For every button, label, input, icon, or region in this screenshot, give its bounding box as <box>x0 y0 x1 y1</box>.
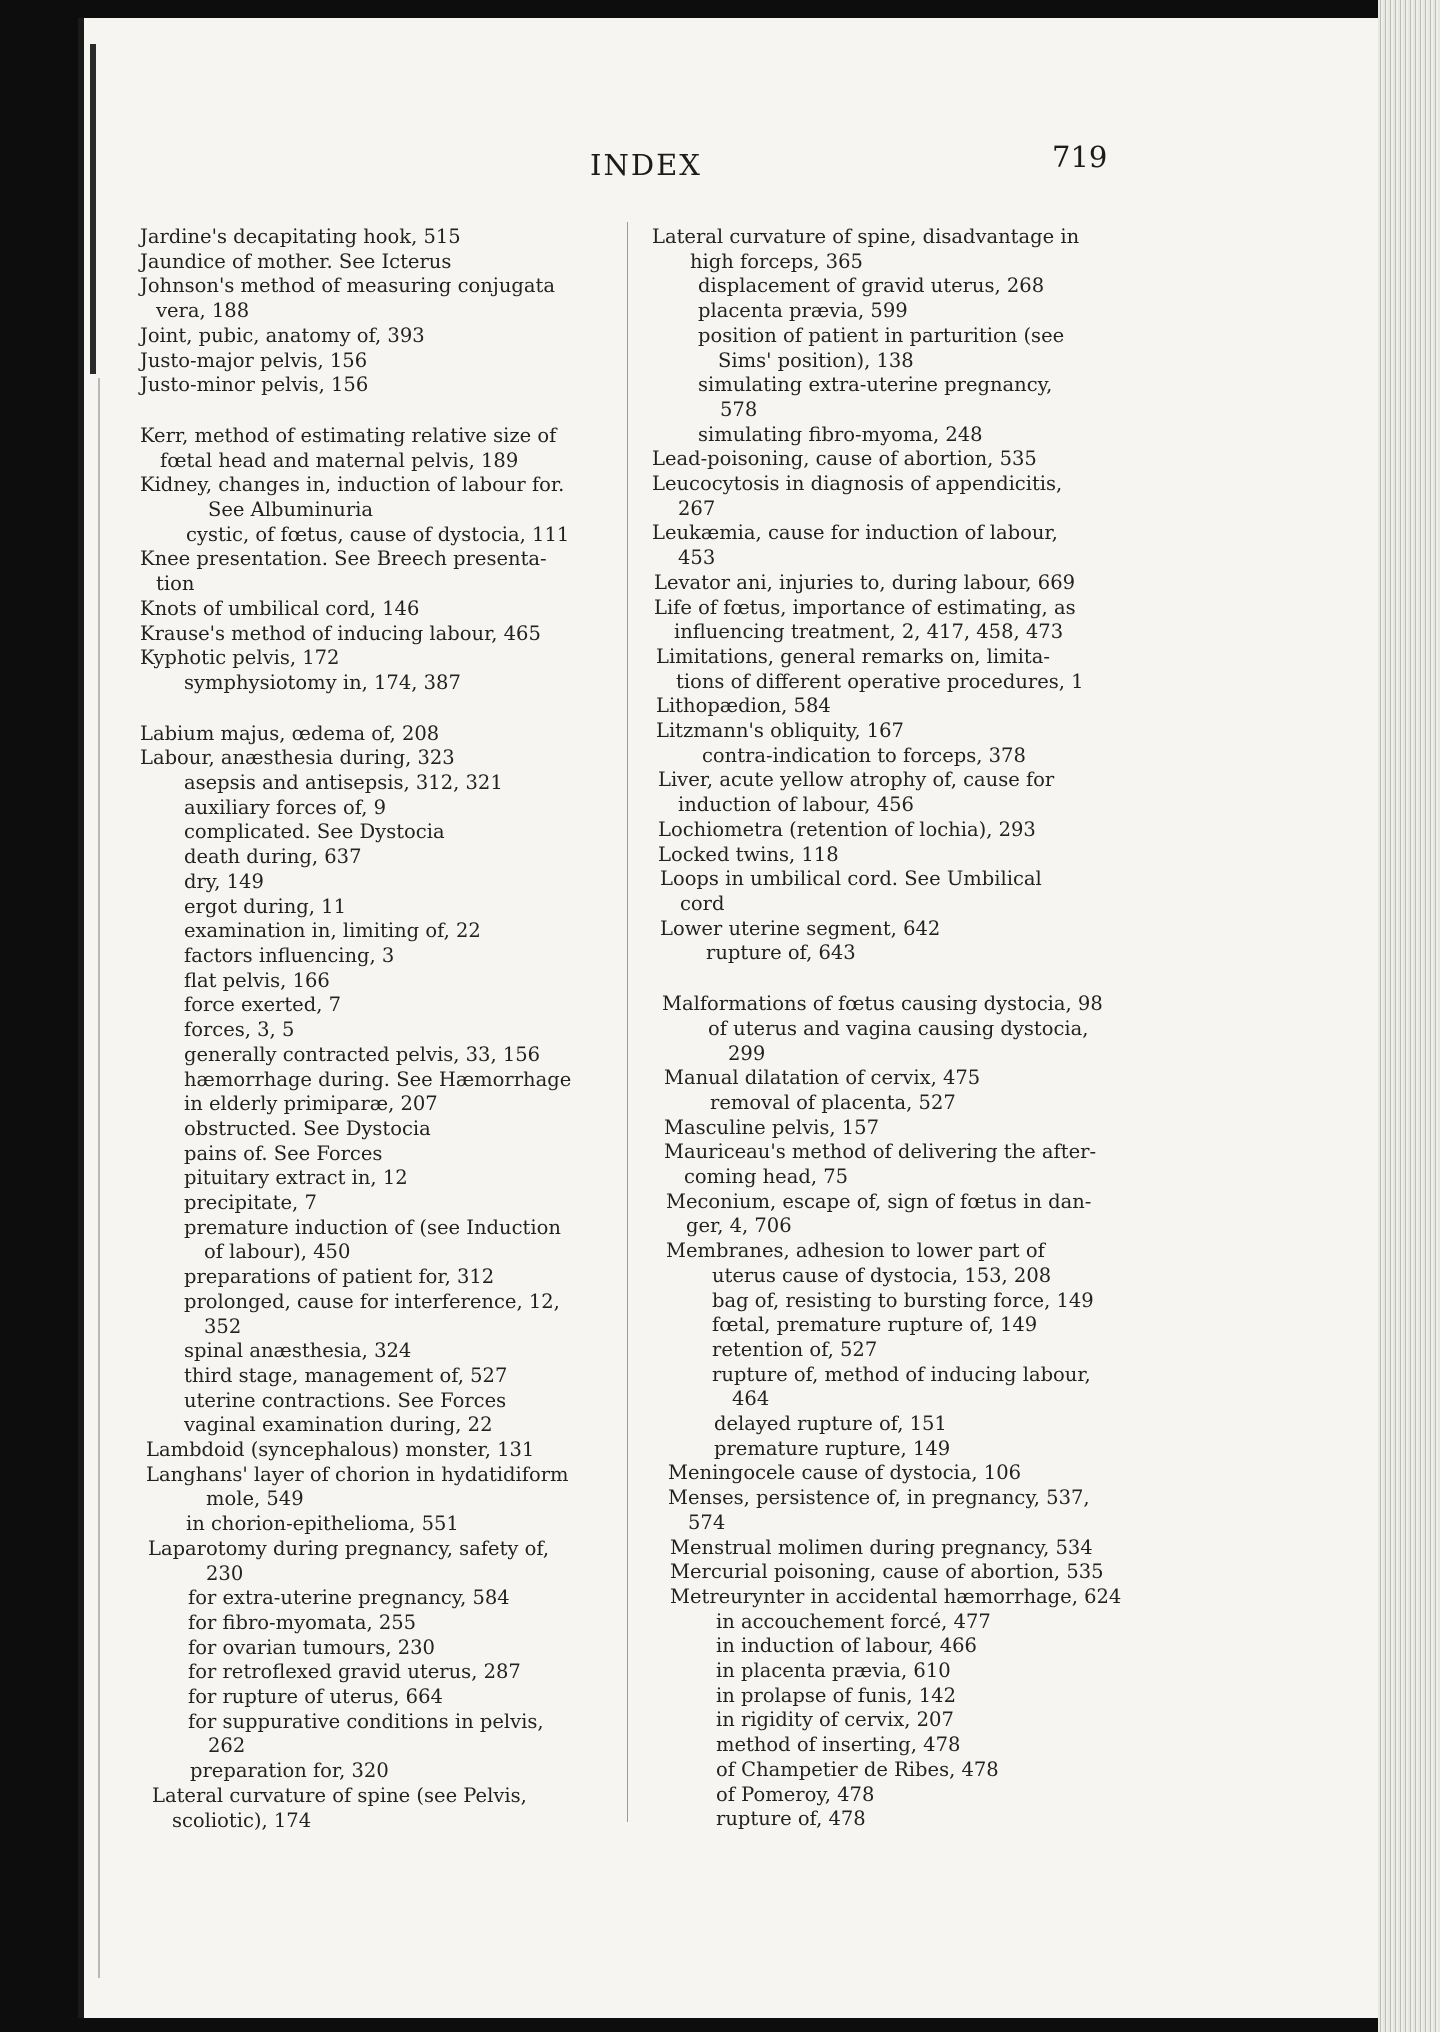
running-title: INDEX <box>590 148 702 182</box>
index-entry: Loops in umbilical cord. See Umbilical <box>660 867 1042 891</box>
index-entry: Labium majus, œdema of, 208 <box>140 721 440 745</box>
index-entry: scoliotic), 174 <box>172 1808 312 1832</box>
index-entry: Levator ani, injuries to, during labour, 669 <box>654 570 1076 594</box>
index-entry: removal of placenta, 527 <box>710 1090 956 1114</box>
index-entry: Liver, acute yellow atrophy of, cause for <box>658 768 1055 792</box>
index-entry: Krause's method of inducing labour, 465 <box>140 621 541 645</box>
index-entry: auxiliary forces of, 9 <box>184 795 387 819</box>
index-entry: preparations of patient for, 312 <box>184 1265 495 1289</box>
index-entry: Lateral curvature of spine, disadvantage in <box>652 225 1080 248</box>
index-entry: Leukæmia, cause for induction of labour, <box>652 521 1058 545</box>
index-entry: Locked twins, 118 <box>658 842 839 866</box>
index-entry: high forceps, 365 <box>690 249 863 273</box>
index-entry: uterus cause of dystocia, 153, 208 <box>712 1263 1052 1287</box>
index-entry: premature induction of (see Induction <box>184 1215 561 1239</box>
index-entry: Limitations, general remarks on, limita- <box>656 644 1050 668</box>
index-entry: factors influencing, 3 <box>184 943 395 967</box>
index-entry: third stage, management of, 527 <box>184 1363 508 1387</box>
index-entry: Kerr, method of estimating relative size of <box>140 423 557 447</box>
index-entry: vera, 188 <box>156 299 250 323</box>
index-entry: symphysiotomy in, 174, 387 <box>184 670 461 694</box>
index-entry: tion <box>156 572 195 596</box>
index-entry: Jardine's decapitating hook, 515 <box>140 225 461 248</box>
index-entry: contra-indication to forceps, 378 <box>702 743 1026 767</box>
index-entry: in rigidity of cervix, 207 <box>716 1708 954 1732</box>
index-entry: Malformations of fœtus causing dystocia, 98 <box>662 992 1103 1016</box>
index-entry: 464 <box>732 1387 770 1411</box>
index-entry: precipitate, 7 <box>184 1191 317 1215</box>
index-entry: coming head, 75 <box>684 1165 849 1189</box>
gutter-line <box>98 378 100 1978</box>
index-entry: tions of different operative procedures, 1 <box>676 669 1084 693</box>
index-entry: of uterus and vagina causing dystocia, <box>708 1016 1089 1040</box>
index-entry: forces, 3, 5 <box>184 1018 295 1042</box>
index-entry: for fibro-myomata, 255 <box>188 1610 417 1634</box>
index-entry: Lateral curvature of spine (see Pelvis, <box>152 1783 527 1807</box>
index-entry: 262 <box>208 1734 246 1758</box>
index-entry: complicated. See Dystocia <box>184 820 445 844</box>
index-entry: prolonged, cause for interference, 12, <box>184 1289 560 1313</box>
index-entry: Lithopædion, 584 <box>656 694 831 718</box>
index-entry: hæmorrhage during. See Hæmorrhage <box>184 1067 572 1091</box>
index-entry: 267 <box>678 496 716 520</box>
index-entry: placenta prævia, 599 <box>698 299 908 323</box>
index-entry: Knee presentation. See Breech presenta- <box>140 547 547 571</box>
index-entry: dry, 149 <box>184 869 264 893</box>
index-entry: obstructed. See Dystocia <box>184 1116 431 1140</box>
index-entry: position of patient in parturition (see <box>698 323 1065 347</box>
index-entry: in placenta prævia, 610 <box>716 1659 951 1683</box>
index-entry: Lambdoid (syncephalous) monster, 131 <box>146 1438 535 1462</box>
index-entry: flat pelvis, 166 <box>184 968 330 992</box>
index-entry: 453 <box>678 546 716 570</box>
section-gap <box>140 398 612 424</box>
index-entry: examination in, limiting of, 22 <box>184 919 481 943</box>
index-entry: Metreurynter in accidental hæmorrhage, 624 <box>670 1584 1122 1608</box>
index-entry: force exerted, 7 <box>184 993 341 1017</box>
column-divider <box>627 222 628 1822</box>
index-entry: simulating extra-uterine pregnancy, <box>698 373 1053 397</box>
index-entry: asepsis and antisepsis, 312, 321 <box>184 771 503 795</box>
index-entry: Litzmann's obliquity, 167 <box>656 719 904 743</box>
index-entry: rupture of, 478 <box>716 1807 866 1831</box>
index-entry: premature rupture, 149 <box>714 1436 951 1460</box>
index-entry: ergot during, 11 <box>184 894 346 918</box>
index-entry: Menses, persistence of, in pregnancy, 537, <box>668 1486 1090 1510</box>
index-entry: Lochiometra (retention of lochia), 293 <box>658 817 1036 841</box>
index-entry: 299 <box>728 1041 766 1065</box>
index-entry: Meningocele cause of dystocia, 106 <box>668 1461 1022 1485</box>
section-gap <box>140 696 612 722</box>
index-entry: retention of, 527 <box>712 1337 878 1361</box>
index-entry: ger, 4, 706 <box>686 1214 792 1238</box>
index-entry: simulating fibro-myoma, 248 <box>698 422 983 446</box>
index-entry: Sims' position), 138 <box>718 348 914 372</box>
index-entry: Jaundice of mother. See Icterus <box>140 249 452 273</box>
index-entry: Johnson's method of measuring conjugata <box>140 274 555 298</box>
index-entry: in accouchement forcé, 477 <box>716 1609 991 1633</box>
index-entry: Mauriceau's method of delivering the after- <box>664 1140 1097 1164</box>
index-entry: 352 <box>204 1314 242 1338</box>
index-entry: influencing treatment, 2, 417, 458, 473 <box>674 620 1064 644</box>
index-entry: Kidney, changes in, induction of labour for. <box>140 473 565 497</box>
index-entry: fœtal, premature rupture of, 149 <box>712 1313 1038 1337</box>
index-entry: pains of. See Forces <box>184 1141 383 1165</box>
index-entry: displacement of gravid uterus, 268 <box>698 274 1045 298</box>
index-entry: in elderly primiparæ, 207 <box>184 1092 438 1116</box>
index-entry: mole, 549 <box>206 1487 304 1511</box>
index-entry: Masculine pelvis, 157 <box>664 1115 879 1139</box>
section-gap <box>652 966 1212 992</box>
index-entry: bag of, resisting to bursting force, 149 <box>712 1288 1094 1312</box>
index-entry: method of inserting, 478 <box>716 1733 961 1757</box>
index-entry: for extra-uterine pregnancy, 584 <box>188 1586 510 1610</box>
index-entry: for rupture of uterus, 664 <box>188 1685 443 1709</box>
index-column-left <box>140 225 612 1833</box>
page-edges <box>1378 0 1440 2032</box>
index-entry: Menstrual molimen during pregnancy, 534 <box>670 1535 1093 1559</box>
index-entry: for ovarian tumours, 230 <box>188 1635 435 1659</box>
index-entry: Meconium, escape of, sign of fœtus in dan- <box>666 1189 1092 1213</box>
index-entry: Justo-minor pelvis, 156 <box>140 373 369 397</box>
index-entry: Knots of umbilical cord, 146 <box>140 596 420 620</box>
page-number: 719 <box>1052 140 1108 174</box>
index-entry: Labour, anæsthesia during, 323 <box>140 746 455 770</box>
index-entry: induction of labour, 456 <box>678 793 914 817</box>
index-entry: in chorion-epithelioma, 551 <box>186 1512 459 1536</box>
index-entry: delayed rupture of, 151 <box>714 1412 947 1436</box>
index-entry: in induction of labour, 466 <box>716 1634 977 1658</box>
index-entry: of Pomeroy, 478 <box>716 1782 875 1806</box>
index-entry: Langhans' layer of chorion in hydatidiform <box>146 1462 569 1486</box>
index-entry: rupture of, 643 <box>706 941 856 965</box>
index-column-right <box>652 225 1212 1832</box>
index-entry: 578 <box>720 397 758 421</box>
index-entry: 574 <box>688 1510 726 1534</box>
index-entry: preparation for, 320 <box>190 1759 389 1783</box>
index-entry: of labour), 450 <box>204 1240 351 1264</box>
index-entry: of Champetier de Ribes, 478 <box>716 1757 999 1781</box>
index-entry: generally contracted pelvis, 33, 156 <box>184 1042 541 1066</box>
index-entry: 230 <box>206 1561 244 1585</box>
index-entry: Mercurial poisoning, cause of abortion, 535 <box>670 1560 1104 1584</box>
index-entry: Membranes, adhesion to lower part of <box>666 1239 1045 1263</box>
index-entry: rupture of, method of inducing labour, <box>712 1362 1091 1386</box>
index-entry: in prolapse of funis, 142 <box>716 1683 956 1707</box>
index-entry: Laparotomy during pregnancy, safety of, <box>148 1536 550 1560</box>
index-entry: cystic, of fœtus, cause of dystocia, 111 <box>186 522 570 546</box>
index-entry: Justo-major pelvis, 156 <box>140 348 368 372</box>
index-entry: Leucocytosis in diagnosis of appendicitis, <box>652 472 1063 496</box>
index-entry: for suppurative conditions in pelvis, <box>188 1709 544 1733</box>
index-entry: fœtal head and maternal pelvis, 189 <box>160 448 519 472</box>
index-entry: Joint, pubic, anatomy of, 393 <box>140 323 425 347</box>
index-entry: vaginal examination during, 22 <box>184 1413 493 1437</box>
index-entry: Life of fœtus, importance of estimating, as <box>654 595 1076 619</box>
index-entry: uterine contractions. See Forces <box>184 1388 507 1412</box>
gutter-shadow <box>90 44 96 374</box>
index-entry: spinal anæsthesia, 324 <box>184 1339 412 1363</box>
index-entry: Kyphotic pelvis, 172 <box>140 646 340 670</box>
index-entry: See Albuminuria <box>208 498 374 522</box>
index-entry: Manual dilatation of cervix, 475 <box>664 1066 981 1090</box>
index-entry: Lower uterine segment, 642 <box>660 916 941 940</box>
index-entry: Lead-poisoning, cause of abortion, 535 <box>652 447 1037 471</box>
index-entry: death during, 637 <box>184 845 362 869</box>
index-entry: pituitary extract in, 12 <box>184 1166 408 1190</box>
index-entry: cord <box>680 891 725 915</box>
index-entry: for retroflexed gravid uterus, 287 <box>188 1660 521 1684</box>
